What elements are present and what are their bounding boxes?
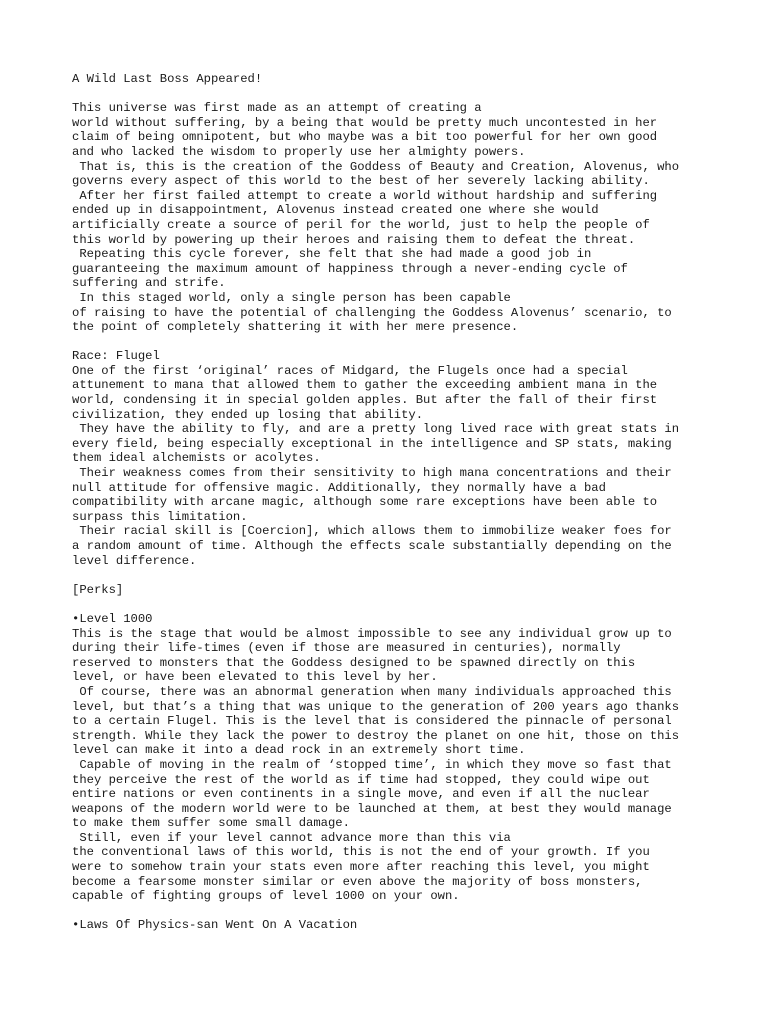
text-line xyxy=(72,597,712,612)
text-line: world without suffering, by a being that would be pretty much uncontested in her xyxy=(72,115,658,130)
text-line: civilization, they ended up losing that ability. xyxy=(72,407,424,422)
document-page xyxy=(72,72,712,933)
text-line: This is the stage that would be almost impossible to see any individual grow up to xyxy=(72,626,672,641)
text-line: claim of being omnipotent, but who maybe was a bit too powerful for her own good xyxy=(72,130,658,145)
text-line: Capable of moving in the realm of ‘stopped time’, in which they move so fast that xyxy=(72,757,672,772)
text-line: this world by powering up their heroes and raising them to defeat the threat. xyxy=(72,232,636,247)
text-line: weapons of the modern world were to be launched at them, at best they would manage xyxy=(72,801,672,816)
text-line: compatibility with arcane magic, although some rare exceptions have been able to xyxy=(72,495,658,510)
text-line: the conventional laws of this world, this is not the end of your growth. If you xyxy=(72,845,650,860)
text-line: reserved to monsters that the Goddess designed to be spawned directly on this xyxy=(72,655,636,670)
text-line: ended up in disappointment, Alovenus instead created one where she would xyxy=(72,203,599,218)
text-line: become a fearsome monster similar or even above the majority of boss monsters, xyxy=(72,874,643,889)
text-line: of raising to have the potential of challenging the Goddess Alovenus’ scenario, to xyxy=(72,305,672,320)
text-line: After her first failed attempt to create a world without hardship and suffering xyxy=(72,188,658,203)
text-line: capable of fighting groups of level 1000 on your own. xyxy=(72,889,460,904)
text-line xyxy=(72,568,712,583)
text-line: null attitude for offensive magic. Additionally, they normally have a bad xyxy=(72,480,606,495)
text-line: In this staged world, only a single person has been capable xyxy=(72,290,511,305)
text-line: strength. While they lack the power to destroy the planet on one hit, those on this xyxy=(72,728,680,743)
text-line: a random amount of time. Although the effects scale substantially depending on the xyxy=(72,539,672,553)
text-line: artificially create a source of peril for the world, just to help the people of xyxy=(72,217,650,232)
text-line: •Laws Of Physics-san Went On A Vacation xyxy=(72,918,358,933)
text-line: Repeating this cycle forever, she felt that she had made a good job in xyxy=(72,247,592,262)
text-line: level can make it into a dead rock in an extremely short time. xyxy=(72,743,526,758)
text-line: •Level 1000 xyxy=(72,611,153,626)
text-line: level, or have been elevated to this level by her. xyxy=(72,670,438,685)
text-line: This universe was first made as an attempt of creating a xyxy=(72,101,482,116)
text-line xyxy=(72,904,712,919)
text-line: [Perks] xyxy=(72,582,124,597)
text-line: them ideal alchemists or acolytes. xyxy=(72,451,321,466)
text-line: level difference. xyxy=(72,553,197,568)
text-line: entire nations or even continents in a single move, and even if all the nuclear xyxy=(72,787,650,802)
text-line: A Wild Last Boss Appeared! xyxy=(72,72,263,86)
text-line: attunement to mana that allowed them to gather the exceeding ambient mana in the xyxy=(72,378,658,393)
text-line: level, but that’s a thing that was unique to the generation of 200 years ago thanks xyxy=(72,699,680,714)
text-line xyxy=(72,87,712,102)
text-line: suffering and strife. xyxy=(72,276,226,291)
text-line: they perceive the rest of the world as if time had stopped, they could wipe out xyxy=(72,772,650,787)
text-line: were to somehow train your stats even more after reaching this level, you might xyxy=(72,860,650,875)
text-line: One of the first ‘original’ races of Midgard, the Flugels once had a special xyxy=(72,363,628,378)
text-line: world, condensing it in special golden apples. But after the fall of their first xyxy=(72,393,658,408)
text-line: and who lacked the wisdom to properly use her almighty powers. xyxy=(72,144,526,159)
text-line: That is, this is the creation of the Goddess of Beauty and Creation, Alovenus, who xyxy=(72,159,680,174)
text-line: governs every aspect of this world to the best of her severely lacking ability. xyxy=(72,174,650,189)
text-line xyxy=(72,335,712,350)
text-line: Race: Flugel xyxy=(72,349,160,364)
text-line: to make them suffer some small damage. xyxy=(72,816,350,831)
text-line: Of course, there was an abnormal generation when many individuals approached this xyxy=(72,684,672,699)
text-line: the point of completely shattering it with her mere presence. xyxy=(72,320,519,335)
text-line: to a certain Flugel. This is the level that is considered the pinnacle of personal xyxy=(72,714,672,729)
text-line: guaranteeing the maximum amount of happiness through a never-ending cycle of xyxy=(72,261,628,276)
text-line: surpass this limitation. xyxy=(72,509,248,524)
text-line: They have the ability to fly, and are a pretty long lived race with great stats in xyxy=(72,422,680,437)
text-line: Their weakness comes from their sensitivity to high mana concentrations and their xyxy=(72,466,672,481)
text-line: during their life-times (even if those are measured in centuries), normally xyxy=(72,641,621,656)
text-line: Still, even if your level cannot advance more than this via xyxy=(72,830,511,845)
text-line: every field, being especially exceptional in the intelligence and SP stats, making xyxy=(72,436,672,451)
text-line: Their racial skill is [Coercion], which allows them to immobilize weaker foes for xyxy=(72,524,672,539)
